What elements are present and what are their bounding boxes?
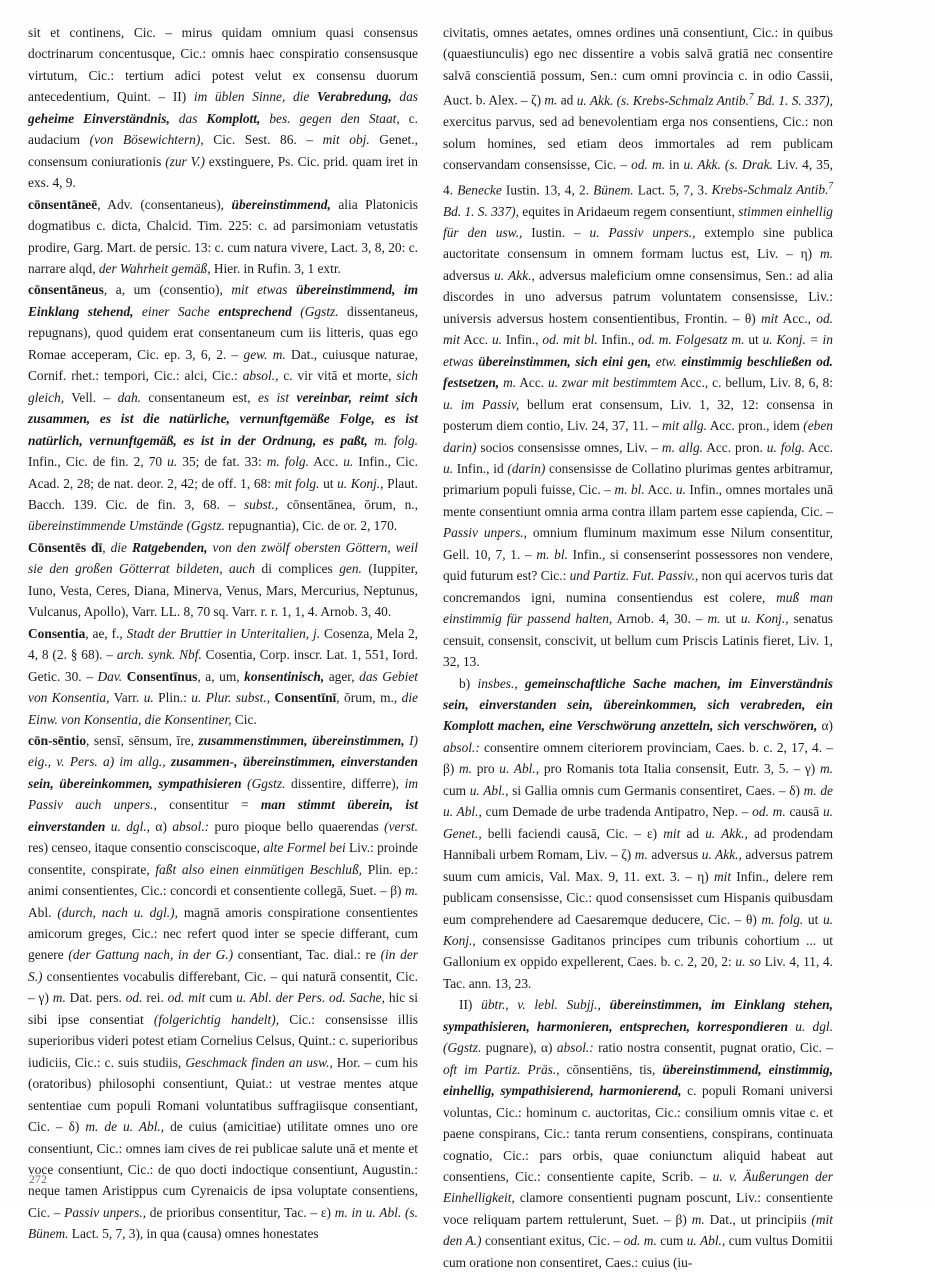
entry-consentes-di: Cōnsentēs dī, die Ratgebenden, von den zwölf obersten Göttern, weil sie den großen Götterrat bildeten, auch di complices gen. (Iuppiter, Iuno, Vesta, Ceres, Diana, Minerva, Venus, Mars, Mercurius, Neptunus, Vulcanus, Apollo), Varr. LL. 8, 70 sq. Varr. r. r. 1, 1, 4. Arnob. 3, 40. xyxy=(28,539,419,620)
right-text-column xyxy=(443,22,834,1270)
entry-consentio-continuation: civitatis, omnes aetates, omnes ordines unā consentiunt, Cic.: in quibus (quaestiunculis) ego nec dissentire a vobis salvā gratiā nec consentire salvā conscientiā possum, Sen.: cum omni provincia c. in odio Cassii, Auct. b. Alex. – ζ) m. ad u. Akk. (s. Krebs-Schmalz Antib.$^7$ Bd. 1. S. 337), exercitus parvus, sed ad benevolentiam erga nos consentiens, Cic.: non solum homines, sed etiam deos immortales ad rem publicam conservandam consensisse, Cic. – od. m. in u. Akk. (s. Drak. Liv. 4, 35, 4. Benecke Iustin. 13, 4, 2. Bünem. Lact. 5, 7, 3. Krebs-Schmalz Antib.$^7$ Bd. 1. S. 337), equites in Aridaeum regem consentiunt, stimmen einhellig für den usw., Iustin. – u. Passiv unpers., extemplo sine publica auctoritate consensum in omnem formam luctus est, Liv. – η) m. adversus u. Akk., adversus maleficium omne consensimus, Sen.: ad alia discordes in uno adversus patrum voluntatem consensisse, Liv.: universis adversus hostem consentientibus, Frontin. – θ) mit Acc., od. mit Acc. u. Infin., od. mit bl. Infin., od. m. Folgesatz m. ut u. Konj. = in etwas übereinstimmen, sich eini gen, etw. einstimmig beschließen od. festsetzen, m. Acc. u. zwar mit bestimmtem Acc., c. bellum, Liv. 8, 6, 8: u. im Passiv, bellum erat consensum, Liv. 1, 32, 12: consensa in posterum diem contio, Liv. 24, 37, 11. – mit allg. Acc. pron., idem (eben darin) socios consensisse omnes, Liv. – m. allg. Acc. pron. u. folg. Acc. u. Infin., id (darin) consensisse de Collatino plurimas gentes arbitramur, primarium populi fuisse, Cic. – m. bl. Acc. u. Infin., omnes mortales unā mente consentiunt omnia arma contra illam partem esse capienda, Cic. – Passiv unpers., omnium fluminum maximum esse Nilum consentitur, Gell. 10, 7, 1. – m. bl. Infin., si consenserint possessores non vendere, quid futurum est? Cic.: und Partiz. Fut. Passiv., non qui acervos turis dat concremandos igni, numina consentiendus est colere, muß man einstimmig für passend halten, Arnob. 4, 30. – m. ut u. Konj., senatus censuit, consensit, conscivit, ut bellum cum Priscis Latinis fieret, Liv. 1, 32, 13. xyxy=(443,25,834,670)
entry-consensus-continuation: sit et continens, Cic. – mirus quidam omnium quasi consensus doctrinarum concentusque, Cic.: omnis haec conspiratio consensusque virtutum, Cic.: tertium adici potest velut ex consensu duorum antecedentium, Quint. – II) im üblen Sinne, die Verabredung, das geheime Einverständnis, das Komplott, bes. gegen den Staat, c. audacium (von Bösewichtern), Cic. Sest. 86. – mit obj. Genet., consensum coniurationis (zur V.) exstinguere, Ps. Cic. prid. quam iret in exs. 4, 9. xyxy=(28,25,419,191)
entry-consentaneus: cōnsentāneus, a, um (consentio), mit etwas übereinstimmend, im Einklang stehend, einer Sache entsprechend (Ggstz. dissentaneus, repugnans), quod quidem erat consentaneum cum iis litteris, quas ego Romae acceperam, Cic. ep. 3, 6, 2. – gew. m. Dat., cuiusque naturae, Cornif. rhet.: tempori, Cic.: alci, Cic.: absol., c. vir vitā et morte, sich gleich, Vell. – dah. consentaneum est, es ist vereinbar, reimt sich zusammen, es ist die natürliche, vernunftgemäße Folge, es ist natürlich, vernunftgemäß, es ist in der Ordnung, es paßt, m. folg. Infin., Cic. de fin. 2, 70 u. 35; de fat. 33: m. folg. Acc. u. Infin., Cic. Acad. 2, 28; de nat. deor. 2, 42; de off. 1, 68: mit folg. ut u. Konj., Plaut. Bacch. 139. Cic. de fin. 3, 68. – subst., cōnsentānea, ōrum, n., übereinstimmende Umstände (Ggstz. repugnantia), Cic. de or. 2, 170. xyxy=(28,282,419,534)
sense-II-paragraph: II) übtr., v. lebl. Subjj., übereinstimmen, im Einklang stehen, sympathisieren, harmonieren, entsprechen, korrespondieren u. dgl. (Ggstz. pugnare), α) absol.: ratio nostra consentit, pugnat oratio, Cic. – oft im Partiz. Präs., cōnsentiēns, tis, übereinstimmend, einstimmig, einhellig, sympathisierend, harmonierend, c. populi Romani universi voluntas, Cic.: hominum c. auctoritas, Cic.: consilium omnis vitae c. et paene conspirans, Cic.: tanta rerum consentiens, conspirans, continuata cognatio, Cic.: pars orbis, quae coniunctum aliquid habeat aut consentiens, Cic.: consentiente capite, Scrib. – u. v. Äußerungen der Einhelligkeit, clamore consentienti pugnam poscunt, Liv.: consentiente voce reliquam partem rettulerunt, Suet. – β) m. Dat., ut principiis (mit den A.) consentiant exitus, Cic. – od. m. cum u. Abl., cum vultus Domitii cum oratione non consentiret, Caes.: cuius (iu- xyxy=(443,997,834,1270)
page-number: 272 xyxy=(29,1174,48,1186)
sense-b-paragraph: b) insbes., gemeinschaftliche Sache machen, im Einverständnis sein, einverstanden sein, übereinkommen, sich verabreden, ein Komplott machen, eine Verschwörung anzetteln, sich verschwören, α) absol.: consentire omnem citeriorem provinciam, Caes. b. c. 2, 17, 4. – β) m. pro u. Abl., pro Romanis tota Italia consensit, Eutr. 3, 5. – γ) m. cum u. Abl., si Gallia omnis cum Germanis consentiret, Caes. – δ) m. de u. Abl., cum Demade de urbe tradenda Antipatro, Nep. – od. m. causā u. Genet., belli faciendi causā, Cic. – ε) mit ad u. Akk., ad prodendam Hannibali urbem Romam, Liv. – ζ) m. adversus u. Akk., adversus patrem suum cum amicis, Val. Max. 9, 11. ext. 3. – η) mit Infin., delere rem publicam consensisse, Cic.: quod consensisset cum Hispanis quibusdam eum comprehendere ad Caesaremque deducere, Cic. – θ) m. folg. ut u. Konj., consensisse Gaditanos principes cum tribunis cohortium ... ut Gallonium ex oppido expellerent, Caes. b. c. 2, 20, 2: u. so Liv. 4, 11, 4. Tac. ann. 13, 23. xyxy=(443,675,834,991)
entry-consentanee: cōnsentāneē, Adv. (consentaneus), übereinstimmend, alia Platonicis dogmatibus c. dicta, Chalcid. Tim. 225: c. ad parsimoniam vetustatis prodire, Garg. Mart. de persic. 13: c. cum natura vivere, Lact. 3, 8, 20: c. narrare alqd, der Wahrheit gemäß, Hier. in Rufin. 3, 1 extr. xyxy=(28,196,418,276)
entry-consentio: cōn-sēntio, sensī, sēnsum, īre, zusammenstimmen, übereinstimmen, I) eig., v. Pers. a) im allg., zusammen-, übereinstimmen, einverstanden sein, übereinkommen, sympathisieren (Ggstz. dissentire, differre), im Passiv auch unpers., consentitur = man stimmt überein, ist einverstanden u. dgl., α) absol.: puro pioque bello quaerendas (verst. res) censeo, itaque consentio consciscoque, alte Formel bei Liv.: proinde consentite, conspirate, faßt also einen einmütigen Beschluß, Plin. ep.: animi consentientes, Cic.: concordi et consentiente collegā, Suet. – β) m. Abl. (durch, nach u. dgl.), magnā amoris conspiratione consentientes amicorum greges, Cic.: nec refert quod inter se specie differant, cum genere (der Gattung nach, in der G.) consentiant, Tac. dial.: re (in der S.) consentientes vocabulis differebant, Cic. – qui naturā consentit, Cic. – γ) m. Dat. pers. od. rei. od. mit cum u. Abl. der Pers. od. Sache, hic si sibi ipse consentiat (folgerichtig handelt), Cic.: consensisse illis superioribus videri potest etiam Cornelius Celsus, Quint.: c. superioribus iudiciis, Cic.: c. suis studiis, Geschmack finden an usw., Hor. – cum his (oratoribus) philosophi consentiunt, Quiat.: ut vestrae mentes atque sententiae cum populi Romani voluntatibus suffragiisque consentiant, Cic. – δ) m. de u. Abl., de cuius (amicitiae) utilitate omnes uno ore consentiunt, Cic.: omnes iam cives de rei publicae salute unā et mente et voce consentiunt, Cic.: de quo docti indoctique consentiunt, Augustin.: neque tamen Aristippus cum Cyrenaicis de ipsa voluptate consentiens, Cic. – Passiv unpers., de prioribus consentitur, Tac. – ε) m. in u. Abl. (s. Bünem. Lact. 5, 7, 3), in qua (causa) omnes honestates xyxy=(28,732,419,1242)
entry-consentia: Consentia, ae, f., Stadt der Bruttier in Unteritalien, j. Cosenza, Mela 2, 4, 8 (2. § 68). – arch. synk. Nbf. Cosentia, Corp. inscr. Lat. 1, 551, Iord. Getic. 30. – Dav. Consentīnus, a, um, konsentinisch, ager, das Gebiet von Konsentia, Varr. u. Plin.: u. Plur. subst., Consentīnī, ōrum, m., die Einw. von Konsentia, die Konsentiner, Cic. xyxy=(28,625,418,727)
